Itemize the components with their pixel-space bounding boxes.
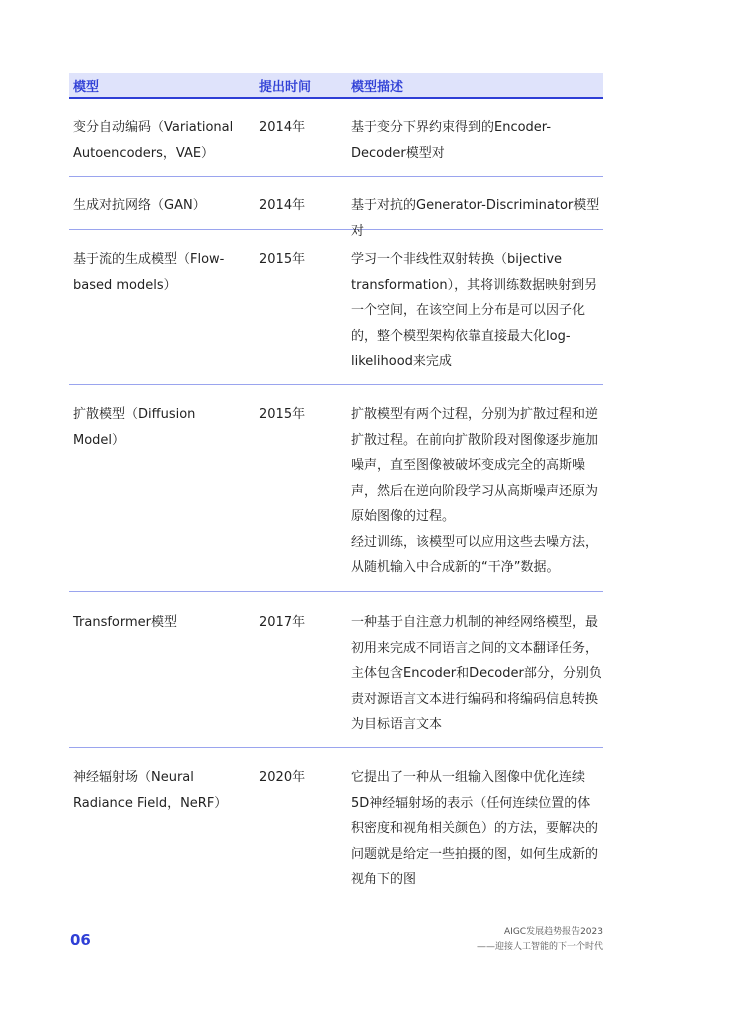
table-header <box>69 73 603 99</box>
table-row <box>69 385 603 592</box>
model-year: 2014年 <box>259 198 306 213</box>
model-year: 2017年 <box>259 615 306 630</box>
description-paragraph: 基于变分下界约束得到的Encoder-Decoder模型对 <box>351 120 552 161</box>
table-row <box>69 177 603 239</box>
model-description <box>351 247 603 375</box>
model-description <box>351 765 603 893</box>
table-row <box>69 99 603 177</box>
table-row <box>69 230 603 385</box>
model-year: 2015年 <box>259 407 306 422</box>
model-description <box>351 115 603 166</box>
description-paragraph: 基于对抗的Generator-Discriminator模型对 <box>351 198 600 239</box>
model-year: 2020年 <box>259 770 306 785</box>
description-paragraph: 一种基于自注意力机制的神经网络模型，最初用来完成不同语言之间的文本翻译任务，主体包含Encoder和Decoder部分，分别负责对源语言文本进行编码和将编码信息转换为目标语言文本 <box>351 615 602 732</box>
model-table <box>69 73 603 887</box>
model-name: 生成对抗网络（GAN） <box>73 198 206 213</box>
description-paragraph: 学习一个非线性双射转换（bijective transformation），其将训练数据映射到另一个空间，在该空间上分布是可以因子化的，整个模型架构依靠直接最大化log-likelihood来完成 <box>351 252 598 369</box>
model-name: 扩散模型（Diffusion Model） <box>73 407 196 448</box>
report-subtitle: ——迎接人工智能的下一个时代 <box>476 942 603 952</box>
report-title: AIGC发展趋势报告2023 <box>504 927 603 937</box>
page-number: 06 <box>70 931 91 949</box>
model-year: 2015年 <box>259 252 306 267</box>
header-model: 模型 <box>73 80 100 95</box>
model-name: 神经辐射场（Neural Radiance Field，NeRF） <box>73 770 228 811</box>
header-year: 提出时间 <box>259 80 312 95</box>
table-row <box>69 592 603 748</box>
table-row <box>69 748 603 887</box>
model-description <box>351 402 603 581</box>
description-paragraph: 扩散模型有两个过程，分别为扩散过程和逆扩散过程。在前向扩散阶段对图像逐步施加噪声，直至图像被破坏变成完全的高斯噪声，然后在逆向阶段学习从高斯噪声还原为原始图像的过程。 <box>351 407 599 524</box>
header-description: 模型描述 <box>351 80 404 95</box>
description-paragraph: 经过训练，该模型可以应用这些去噪方法，从随机输入中合成新的“干净”数据。 <box>351 534 599 575</box>
model-year: 2014年 <box>259 120 306 135</box>
model-name: 基于流的生成模型（Flow-based models） <box>73 252 225 293</box>
model-name: 变分自动编码（Variational Autoencoders，VAE） <box>73 120 234 161</box>
description-paragraph: 它提出了一种从一组输入图像中优化连续5D神经辐射场的表示（任何连续位置的体积密度和视角相关颜色）的方法，要解决的问题就是给定一些拍摄的图，如何生成新的视角下的图 <box>351 770 599 887</box>
model-name: Transformer模型 <box>73 615 178 630</box>
model-description <box>351 610 603 738</box>
report-title-block <box>477 925 603 955</box>
